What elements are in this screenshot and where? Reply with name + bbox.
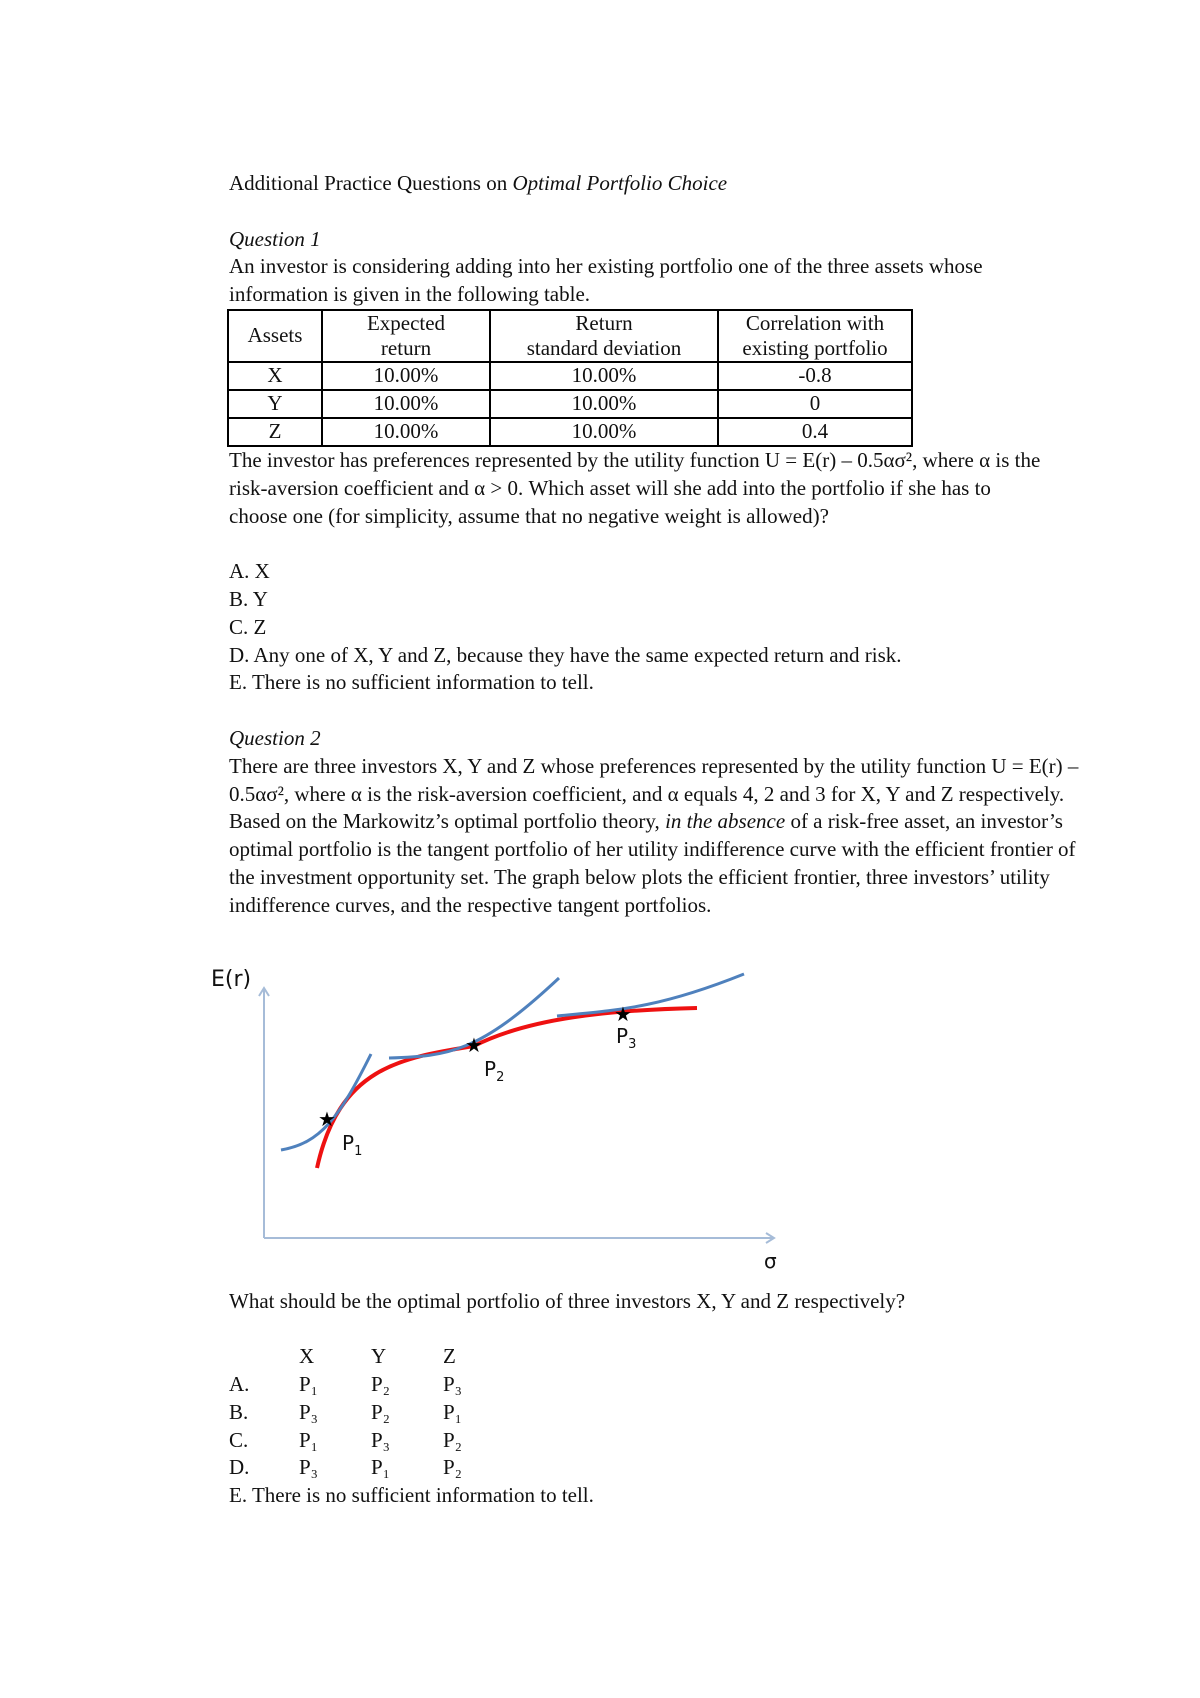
answer-e: E. There is no sufficient information to tell. [229, 1483, 594, 1508]
question-2-heading: Question 2 [229, 725, 321, 750]
question-2-prompt: What should be the optimal portfolio of three investors X, Y and Z respectively? [229, 1288, 906, 1313]
header-std-dev: Return standard deviation [490, 310, 718, 362]
answer-d: D. [229, 1455, 250, 1480]
answer-a: A. [229, 1371, 250, 1396]
label-p3: $P_3$ [616, 1023, 637, 1052]
graph-svg [209, 928, 869, 1288]
document-page [211, 170, 1109, 1510]
option-a: A. X [229, 559, 270, 584]
document-title: Additional Practice Questions on Optimal Portfolio Choice [229, 171, 728, 195]
question-2-body: There are three investors X, Y and Z whose preferences represented by the utility function U = E(r) – 0.5ασ², where α is the risk-aversion coefficient, and α equals 4, 2 and 3 for X, Y and Z respectively. Based on the Markowitz’s optimal portfolio theory, in the absence of a risk-free asset, an investor’s optimal portfolio is the tangent portfolio of her utility indifference curve with the efficient frontier of the investment opportunity set. The graph below plots the efficient frontier, three investors’ utility indifference curves, and the respective tangent portfolios. [229, 753, 1079, 917]
assets-table [227, 309, 913, 447]
option-d: D. Any one of X, Y and Z, because they have the same expected return and risk. [229, 642, 902, 667]
header-correlation: Correlation with existing portfolio [718, 310, 912, 362]
tangent-star-p1: ★ [318, 1106, 336, 1131]
answer-b: B. [229, 1399, 249, 1424]
header-assets: Assets [228, 310, 322, 362]
table-header-row [228, 310, 912, 362]
efficient-frontier-curve [317, 1008, 697, 1168]
table-row: Y 10.00% 10.00% 0 [228, 390, 912, 418]
label-p1: $P_1$ [342, 1130, 363, 1159]
option-e: E. There is no sufficient information to tell. [229, 670, 594, 695]
x-axis-label: σ [764, 1248, 777, 1273]
answer-c: C. [229, 1427, 249, 1452]
table-row: Z 10.00% 10.00% 0.4 [228, 418, 912, 446]
y-axis-label: E(r) [211, 966, 252, 992]
tangent-star-p3: ★ [614, 1001, 632, 1026]
question-1-body: The investor has preferences represented by the utility function U = E(r) – 0.5ασ², where α is the risk-aversion coefficient and α > 0. Which asset will she add into the portfolio if she has to choose one (for simplicity, assume that no negative weight is allowed)? [229, 447, 1041, 528]
tangent-star-p2: ★ [465, 1032, 483, 1057]
option-b: B. Y [229, 586, 268, 611]
label-p2: $P_2$ [484, 1056, 505, 1085]
question-1-intro: An investor is considering adding into her existing portfolio one of the three assets whose information is given in the following table. [229, 254, 983, 307]
option-c: C. Z [229, 614, 267, 639]
table-row: X 10.00% 10.00% -0.8 [228, 362, 912, 390]
answer-grid: X Y Z A. P₁ P₂ P₃ B. P₃ P₂ P₁ C. P₁ P₃ P₂ D. P₃ P₁ P₂ [229, 1343, 1109, 1482]
question-1-heading: Question 1 [229, 226, 321, 251]
header-expected-return: Expected return [322, 310, 490, 362]
efficient-frontier-graph [209, 928, 869, 1288]
